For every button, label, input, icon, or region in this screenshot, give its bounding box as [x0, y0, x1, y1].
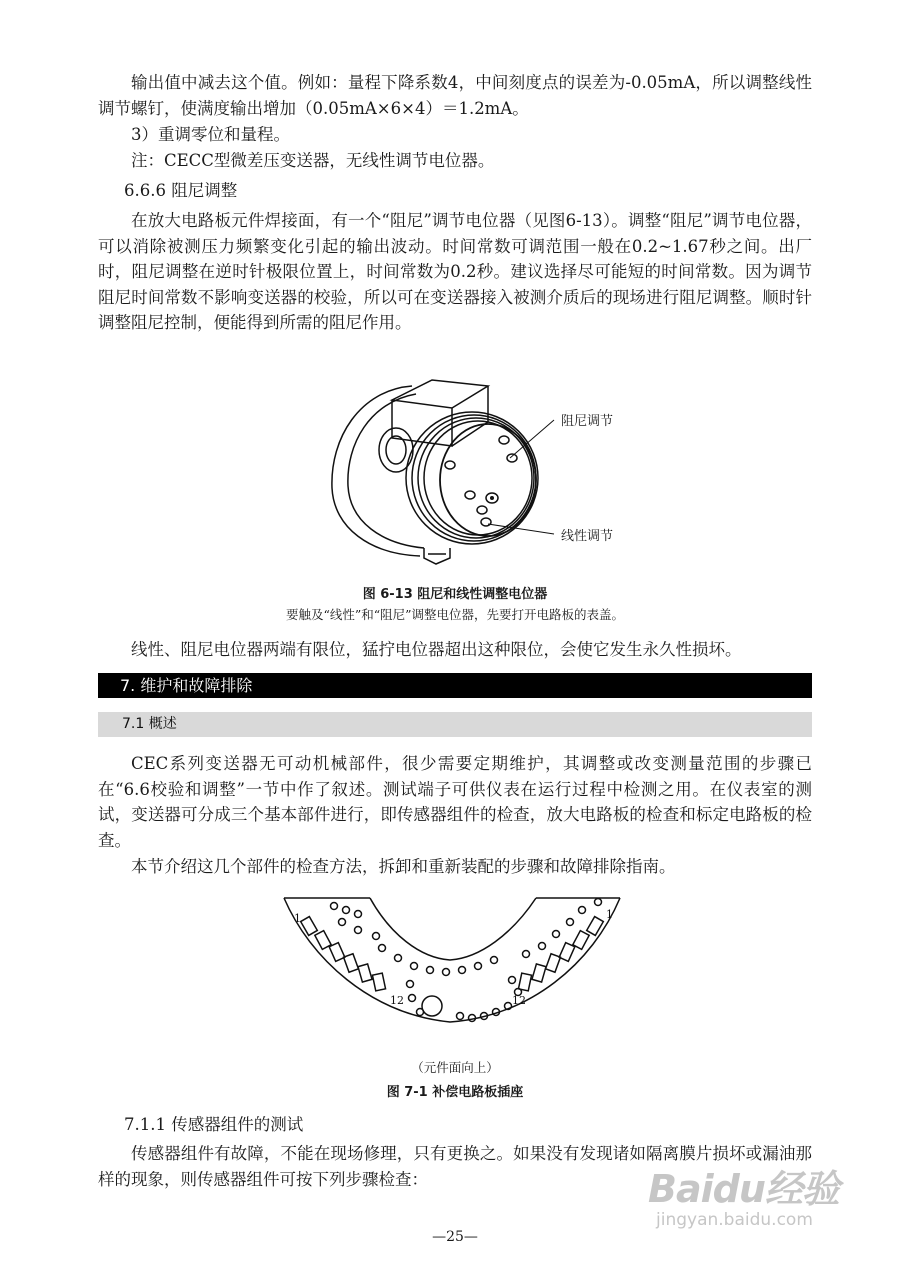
paragraph-continued: 输出值中减去这个值。例如：量程下降系数4，中间刻度点的误差为-0.05mA，所以调整线性调节螺钉，使满度输出增加（0.05mA×6×4）＝1.2mA。 — [98, 73, 812, 118]
page-number: —25— — [432, 1229, 478, 1245]
section-7-bar: 7. 维护和故障排除 — [98, 673, 812, 698]
paragraph-limit-warning: 线性、阻尼电位器两端有限位，猛拧电位器超出这种限位，会使它发生永久性损坏。 — [131, 640, 742, 659]
heading-6-6-6: 6.6.6 阻尼调整 — [124, 181, 238, 200]
label-linearity-adjust: 线性调节 — [561, 529, 614, 544]
pin-label-12-right: 12 — [512, 994, 526, 1007]
watermark-logo: Baidu经验 — [648, 1167, 839, 1211]
paragraph-damping: 在放大电路板元件焊接面，有一个“阻尼”调节电位器（见图6-13）。调整“阻尼”调节电位器，可以消除被测压力频繁变化引起的输出波动。时间常数可调范围一般在0.2~1.67秒之间。出厂时，阻尼调整在逆时针极限位置上，时间常数为0.2秒。建议选择尽可能短的时间常数。因为调节阻尼时间常数不影响变送器的校验，所以可在变送器接入被测介质后的现场进行阻尼调整。顺时针调整阻尼控制，便能得到所需的阻尼作用。 — [98, 211, 812, 333]
pin-label-1: 1 — [294, 912, 301, 925]
pin-label-12-left: 12 — [390, 994, 404, 1007]
step-3: 3）重调零位和量程。 — [131, 125, 290, 144]
section-7-1-bar: 7.1 概述 — [98, 712, 812, 737]
figure-6-13-caption: 图 6-13 阻尼和线性调整电位器 — [362, 587, 548, 602]
watermark-url: jingyan.baidu.com — [656, 1210, 813, 1230]
label-damping-adjust: 阻尼调节 — [561, 414, 614, 429]
heading-7-1-1: 7.1.1 传感器组件的测试 — [124, 1115, 304, 1134]
figure-7-1-illustration — [280, 888, 630, 1038]
paragraph-sensor-test: 传感器组件有故障，不能在现场修理，只有更换之。如果没有发现诸如隔离膜片损坏或漏油那样的现象，则传感器组件可按下列步骤检查： — [98, 1144, 812, 1189]
figure-7-1-caption: 图 7-1 补偿电路板插座 — [386, 1085, 524, 1100]
figure-7-1-note: （元件面向上） — [411, 1060, 499, 1075]
paragraph-overview-2: 本节介绍这几个部件的检查方法，拆卸和重新装配的步骤和故障排除指南。 — [131, 857, 676, 876]
pin-label-1-right: 1 — [606, 908, 613, 921]
figure-6-13-note: 要触及“线性”和“阻尼”调整电位器，先要打开电路板的表盖。 — [285, 607, 625, 622]
note-cecc: 注：CECC型微差压变送器，无线性调节电位器。 — [131, 151, 495, 170]
baidu-jingyan-watermark — [648, 1158, 878, 1240]
paragraph-overview: CEC系列变送器无可动机械部件，很少需要定期维护，其调整或改变测量范围的步骤已在“6.6校验和调整”一节中作了叙述。测试端子可供仪表在运行过程中检测之用。在仪表室的测试，变送器可分成三个基本部件进行，即传感器组件的检查，放大电路板的检查和标定电路板的检查。 — [98, 754, 812, 850]
